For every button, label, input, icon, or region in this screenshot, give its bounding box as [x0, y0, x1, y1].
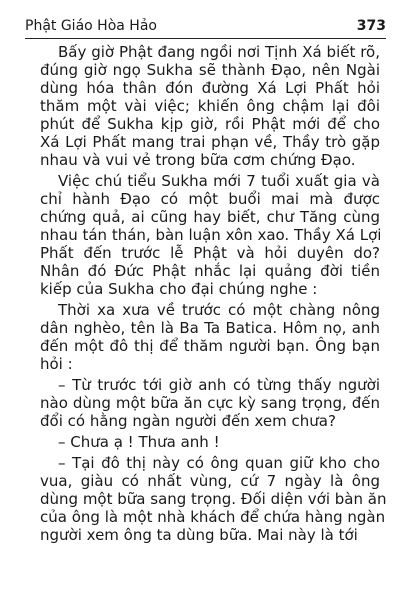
text-line: đến một đô thị để thăm người bạn. Ông bạn — [40, 337, 380, 355]
text-line: của ông là một nhà khách để chứa hàng ngàn — [40, 508, 386, 526]
text-line: Nhân đó Đức Phật nhắc lại quảng đời tiền — [40, 262, 380, 280]
text-line: – Tại đô thị này có ông quan giữ kho cho — [58, 454, 380, 472]
text-line: đổi có hằng ngàn người đến xem chưa? — [40, 412, 336, 430]
text-line: đúng giờ ngọ Sukha sẽ thành Đạo, nên Ngài — [40, 61, 380, 79]
text-line: chứng quả, ai cũng hay biết, chư Tăng cùng — [40, 208, 380, 226]
text-line: vua, giàu có nhất vùng, cứ 7 ngày là ông — [40, 472, 380, 490]
text-line: thăm một vài việc; khiến ông chậm lại đôi — [40, 97, 380, 115]
text-line: – Từ trước tới giờ anh có từng thấy người — [58, 376, 380, 394]
paragraph — [40, 376, 380, 430]
text-line: nhau tán thán, bàn luận xôn xao. Thầy Xá Lợi — [40, 226, 382, 244]
text-line: hỏi : — [40, 355, 73, 373]
text-line: Phất đến trước lễ Phật và hỏi duyên do? — [40, 244, 380, 262]
page-body — [40, 43, 387, 547]
text-line: người xem ông ta dùng bữa. Mai này là tới — [40, 526, 358, 544]
page-header — [25, 12, 386, 34]
text-line: dân nghèo, tên là Ba Ta Batica. Hôm nọ, anh — [40, 319, 380, 337]
paragraph — [40, 172, 380, 298]
text-line: chỉ hành Đạo có một buổi mai mà được — [40, 190, 380, 208]
text-line: phút để Sukha kịp giờ, rồi Phật mới để cho — [40, 115, 380, 133]
book-title: Phật Giáo Hòa Hảo — [25, 18, 157, 34]
text-line: Thời xa xưa về trước có một chàng nông — [58, 301, 380, 319]
header-divider — [25, 38, 386, 39]
paragraph — [40, 454, 387, 544]
paragraph — [40, 433, 380, 451]
page-number: 373 — [356, 18, 386, 34]
paragraph — [40, 43, 380, 169]
text-line: Xá Lợi Phất mang trai phạn về, Thầy trò gặp — [40, 133, 380, 151]
text-line: – Chưa ạ ! Thưa anh ! — [58, 433, 220, 451]
text-line: dùng một bữa sang trọng. Đối diện với bàn ăn — [40, 490, 387, 508]
text-line: Bấy giờ Phật đang ngồi nơi Tịnh Xá biết rõ, — [58, 43, 380, 61]
text-line: nhau và vui vẻ trong bữa cơm chứng Đạo. — [40, 151, 356, 169]
text-line: nào dùng một bữa ăn cực kỳ sang trọng, đến — [40, 394, 380, 412]
text-line: dùng hóa thân đón đường Xá Lợi Phất hỏi — [40, 79, 380, 97]
text-line: Việc chú tiểu Sukha mới 7 tuổi xuất gia và — [58, 172, 380, 190]
paragraph — [40, 301, 380, 373]
text-line: kiếp của Sukha cho đại chúng nghe : — [40, 280, 318, 298]
